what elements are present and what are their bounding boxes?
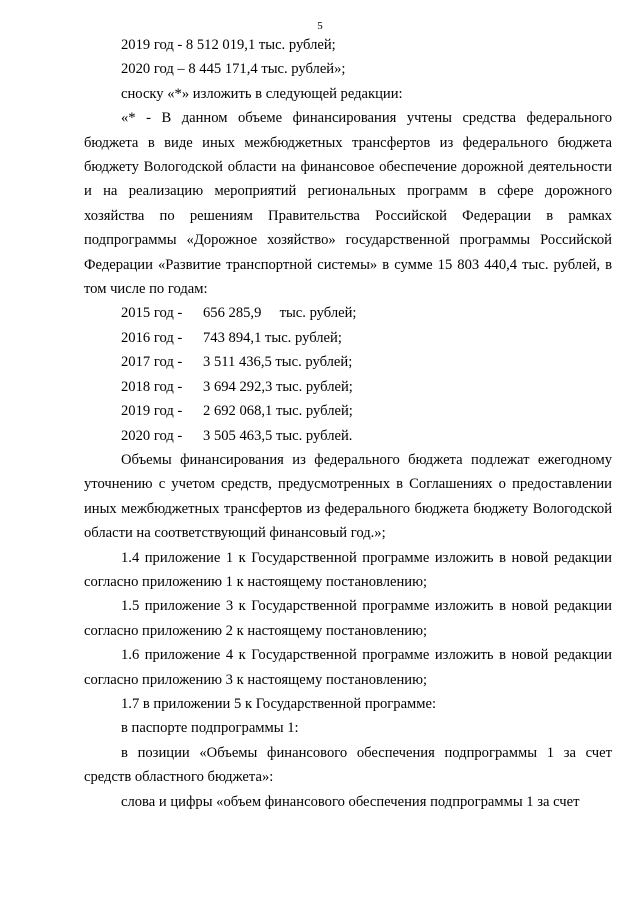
- year-amount: 656 285,9 тыс. рублей;: [203, 305, 357, 322]
- federal-funding-paragraph: Объемы финансирования из федерального бюджета подлежат ежегодному уточнению с учетом средств, предусмотренных в Соглашениях о предоставлении иных межбюджетных трансфертов из федерального бюджета бюджету Вологодской области на соответствующий финансовый год.»;: [84, 451, 612, 542]
- year-row-2019: [84, 399, 612, 423]
- budget-line-2020: 2020 год – 8 445 171,4 тыс. рублей»;: [121, 61, 346, 78]
- budget-line-2019: 2019 год - 8 512 019,1 тыс. рублей;: [121, 37, 336, 53]
- position-paragraph: в позиции «Объемы финансового обеспечения подпрограммы 1 за счет средств областного бюджета»:: [84, 744, 612, 786]
- year-label: 2015 год -: [121, 305, 183, 322]
- document-body: [84, 33, 612, 814]
- year-row-2018: [84, 375, 612, 399]
- footnote-paragraph: «* - В данном объеме финансирования учтены средства федерального бюджета в виде иных межбюджетных трансфертов из федерального бюджета бюджету Вологодской области на финансовое обеспечение дорожной деятельности и на реализацию мероприятий региональных программ в сфере дорожного хозяйства по решениям Правительства Российской Федерации в рамках подпрограммы «Дорожное хозяйство» государственной программы Российской Федерации «Развитие транспортной системы» в сумме 15 803 440,4 тыс. рублей, в том числе по годам:: [84, 110, 612, 298]
- passport-paragraph: в паспорте подпрограммы 1:: [121, 720, 299, 737]
- footnote-instruction: сноску «*» изложить в следующей редакции:: [121, 85, 403, 102]
- year-amount: 2 692 068,1 тыс. рублей;: [203, 403, 353, 420]
- year-label: 2019 год -: [121, 403, 183, 420]
- year-row-2020: [84, 424, 612, 448]
- year-amount: 3 505 463,5 тыс. рублей.: [203, 427, 353, 444]
- year-label: 2017 год -: [121, 354, 183, 371]
- year-row-2015: [84, 301, 612, 325]
- page-number: 5: [317, 20, 323, 32]
- year-row-2016: [84, 326, 612, 350]
- year-label: 2016 год -: [121, 329, 183, 346]
- item-1-5-paragraph: 1.5 приложение 3 к Государственной программе изложить в новой редакции согласно приложению 2 к настоящему постановлению;: [84, 598, 612, 639]
- year-label: 2020 год -: [121, 427, 183, 444]
- words-numbers-paragraph: слова и цифры «объем финансового обеспечения подпрограммы 1 за счет: [121, 793, 580, 810]
- item-1-6-paragraph: 1.6 приложение 4 к Государственной программе изложить в новой редакции согласно приложению 3 к настоящему постановлению;: [84, 647, 612, 688]
- year-amount: 743 894,1 тыс. рублей;: [203, 329, 342, 346]
- item-1-4-paragraph: 1.4 приложение 1 к Государственной программе изложить в новой редакции согласно приложению 1 к настоящему постановлению;: [84, 549, 612, 590]
- year-label: 2018 год -: [121, 378, 183, 395]
- year-row-2017: [84, 350, 612, 374]
- year-amount: 3 511 436,5 тыс. рублей;: [203, 354, 353, 371]
- year-amount: 3 694 292,3 тыс. рублей;: [203, 378, 353, 395]
- item-1-7-paragraph: 1.7 в приложении 5 к Государственной программе:: [121, 695, 437, 712]
